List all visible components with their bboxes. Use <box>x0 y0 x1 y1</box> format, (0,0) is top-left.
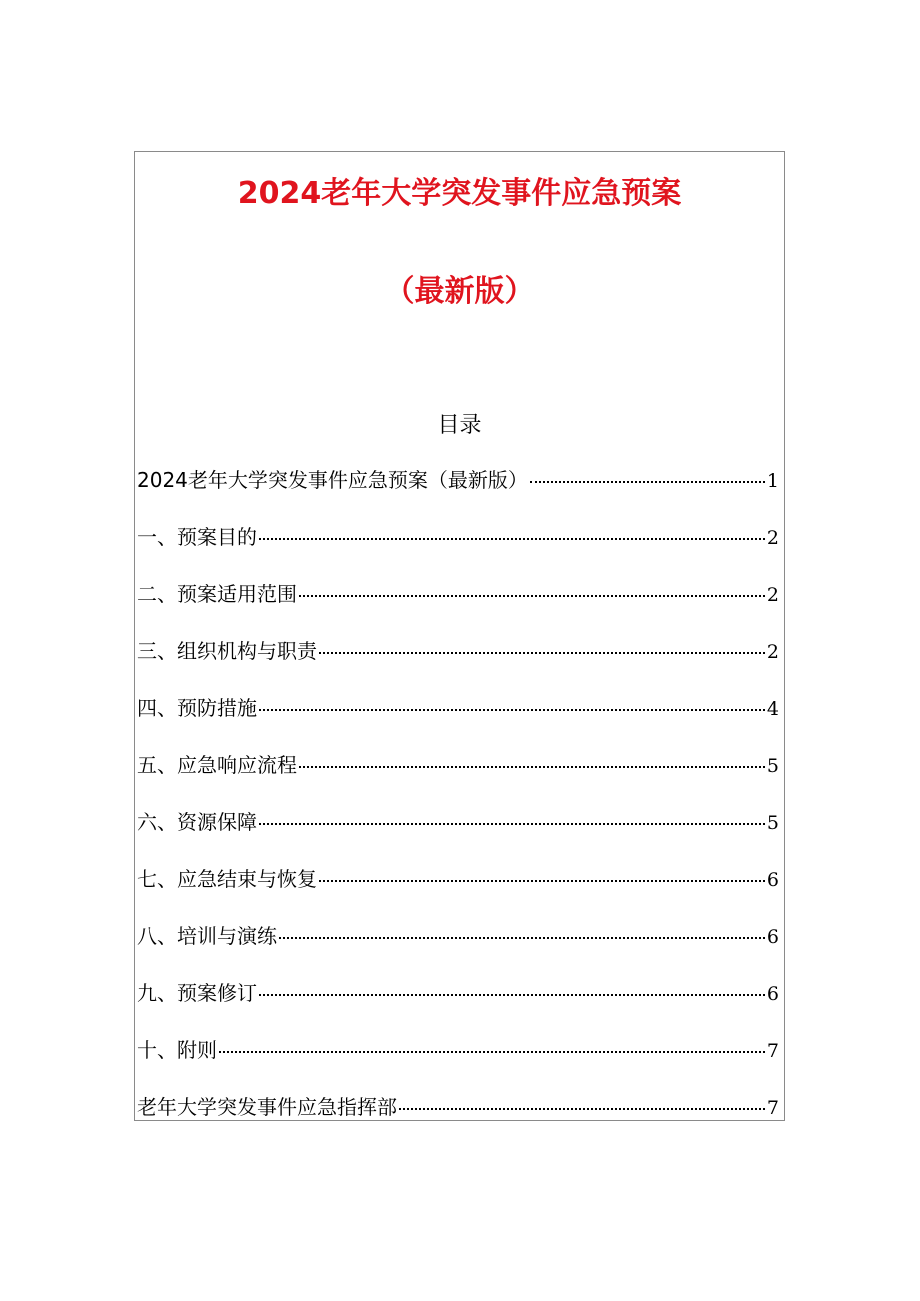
toc-entry-page: 2 <box>766 584 779 606</box>
toc-entry-page: 7 <box>766 1040 779 1062</box>
toc-entry-label: 四、预防措施 <box>137 696 257 720</box>
toc-dot-leader <box>319 880 765 882</box>
toc-dot-leader <box>259 994 765 996</box>
toc-entry[interactable] <box>137 635 779 692</box>
toc-entry-page: 7 <box>766 1097 779 1119</box>
toc-dot-leader <box>399 1108 765 1110</box>
toc-entry[interactable] <box>137 1034 779 1091</box>
toc-entry-label: 八、培训与演练 <box>137 924 277 948</box>
table-of-contents <box>137 464 779 1148</box>
toc-entry-label: 三、组织机构与职责 <box>137 639 317 663</box>
toc-entry-page: 4 <box>766 698 779 720</box>
toc-entry-label: 十、附则 <box>137 1038 217 1062</box>
page-border-frame <box>134 151 785 1121</box>
toc-entry[interactable] <box>137 578 779 635</box>
toc-dot-leader <box>279 937 765 939</box>
toc-entry[interactable] <box>137 863 779 920</box>
toc-entry-label: 六、资源保障 <box>137 810 257 834</box>
toc-entry[interactable] <box>137 464 779 521</box>
toc-entry-label: 七、应急结束与恢复 <box>137 867 317 891</box>
toc-entry[interactable] <box>137 749 779 806</box>
document-title: 2024老年大学突发事件应急预案 <box>237 176 682 211</box>
toc-entry-label: 二、预案适用范围 <box>137 582 297 606</box>
toc-entry[interactable] <box>137 977 779 1034</box>
document-subtitle: （最新版） <box>384 274 535 309</box>
toc-dot-leader <box>259 709 765 711</box>
toc-dot-leader <box>219 1051 765 1053</box>
toc-entry[interactable] <box>137 692 779 749</box>
toc-entry[interactable] <box>137 1091 779 1148</box>
toc-entry[interactable] <box>137 806 779 863</box>
toc-entry-label: 九、预案修订 <box>137 981 257 1005</box>
toc-entry-page: 2 <box>766 527 779 549</box>
toc-entry[interactable] <box>137 920 779 977</box>
toc-heading: 目录 <box>437 413 482 438</box>
toc-entry-page: 5 <box>766 812 779 834</box>
toc-dot-leader <box>299 766 765 768</box>
toc-dot-leader <box>259 538 765 540</box>
toc-entry-page: 6 <box>766 869 779 891</box>
toc-entry-page: 5 <box>766 755 779 777</box>
toc-dot-leader <box>299 595 765 597</box>
toc-entry-label: 2024老年大学突发事件应急预案（最新版） <box>137 468 528 492</box>
toc-entry[interactable] <box>137 521 779 578</box>
toc-dot-leader <box>319 652 765 654</box>
toc-entry-page: 2 <box>766 641 779 663</box>
toc-dot-leader <box>259 823 765 825</box>
toc-entry-label: 五、应急响应流程 <box>137 753 297 777</box>
toc-entry-label: 一、预案目的 <box>137 525 257 549</box>
toc-entry-page: 6 <box>766 926 779 948</box>
toc-dot-leader <box>530 481 765 483</box>
toc-entry-label: 老年大学突发事件应急指挥部 <box>137 1095 397 1119</box>
toc-entry-page: 1 <box>766 470 779 492</box>
toc-entry-page: 6 <box>766 983 779 1005</box>
